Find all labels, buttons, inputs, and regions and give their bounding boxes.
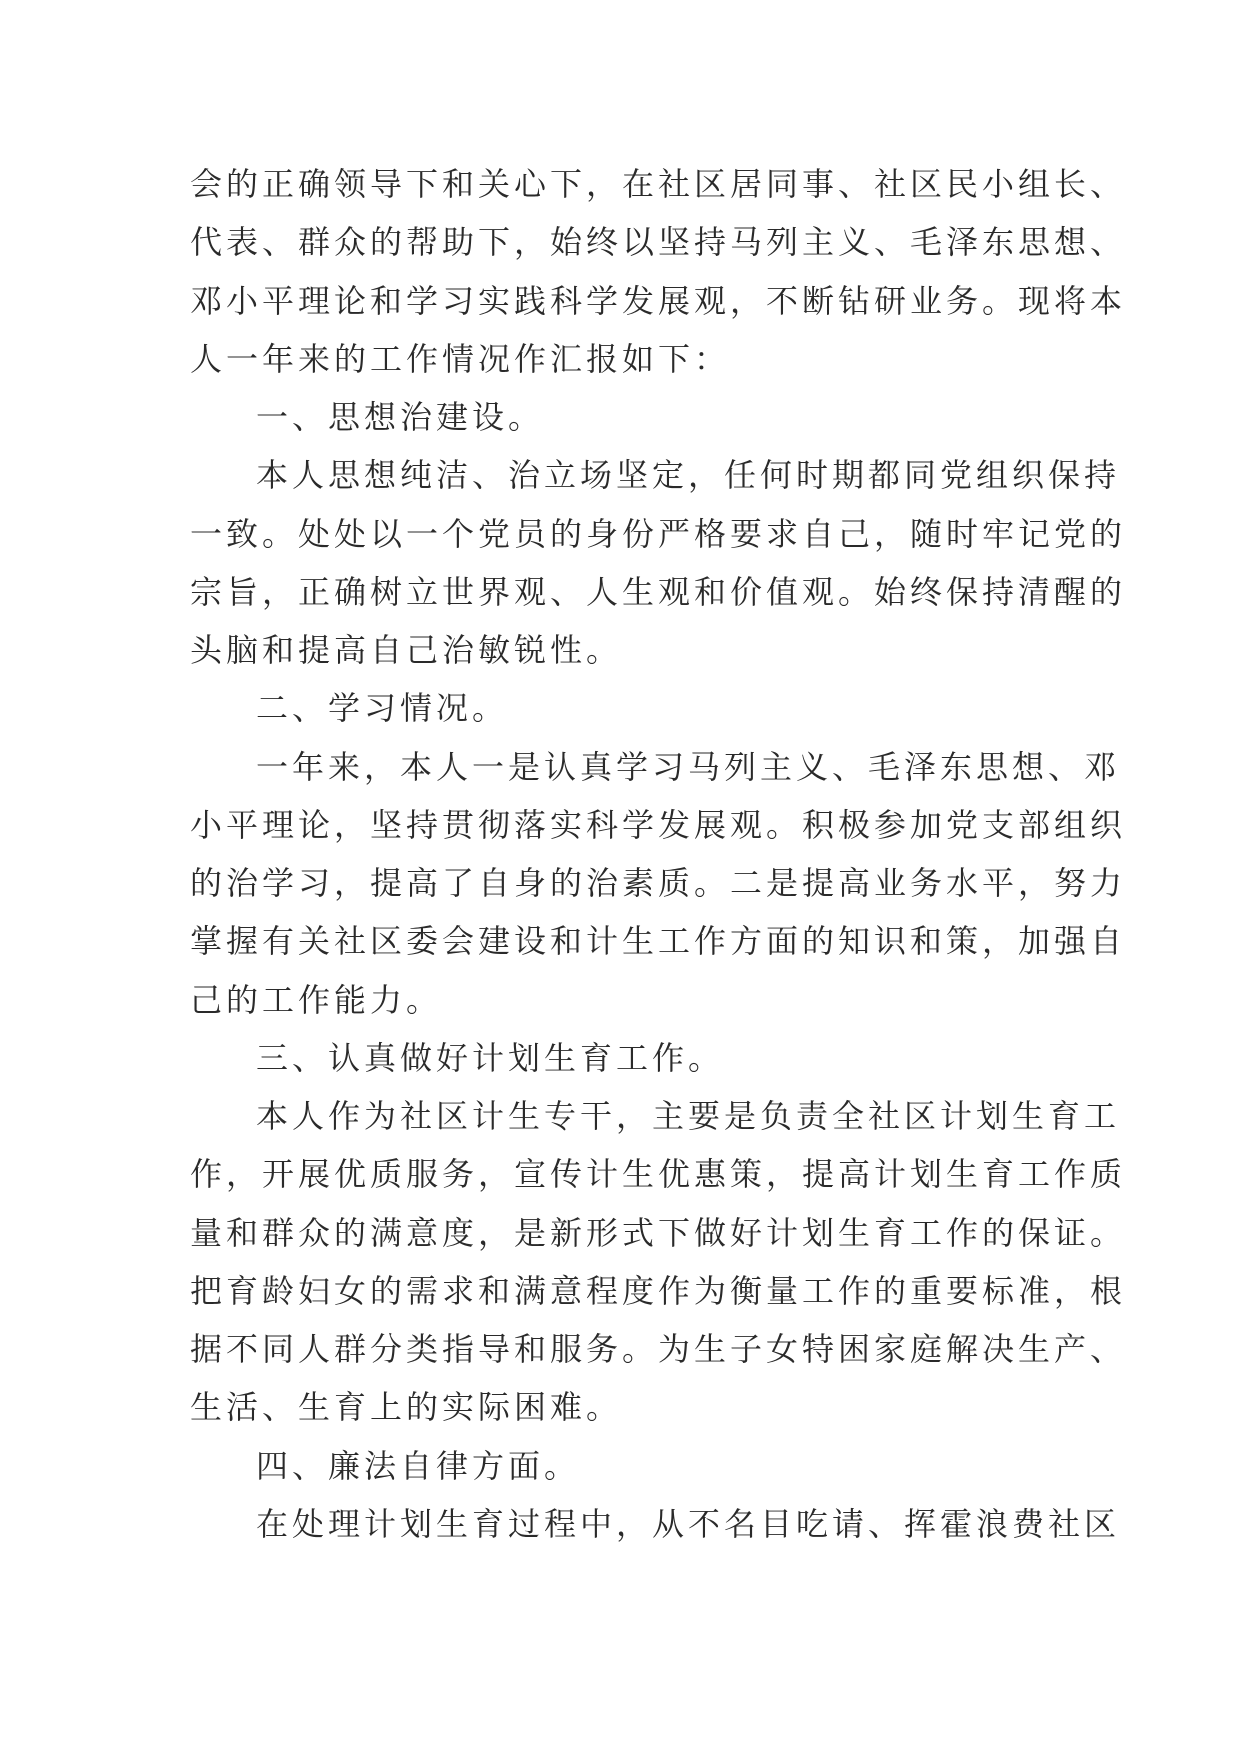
text-line: 小平理论，坚持贯彻落实科学发展观。积极参加党支部组织 bbox=[190, 805, 1127, 844]
document-body bbox=[190, 155, 1127, 1553]
text-line: 人一年来的工作情况作汇报如下： bbox=[190, 339, 731, 378]
text-line: 会的正确领导下和关心下，在社区居同事、社区民小组长、 bbox=[190, 165, 1127, 203]
text-line: 代表、群众的帮助下，始终以坚持马列主义、毛泽东思想、 bbox=[190, 223, 1127, 262]
paragraph-start-line: 三、认真做好计划生育工作。 bbox=[256, 1038, 725, 1077]
text-line: 量和群众的满意度，是新形式下做好计划生育工作的保证。 bbox=[190, 1213, 1127, 1252]
paragraph-start-line: 在处理计划生育过程中，从不名目吃请、挥霍浪费社区 bbox=[256, 1504, 1121, 1543]
text-line: 生活、生育上的实际困难。 bbox=[190, 1388, 623, 1427]
paragraph-start-line: 四、廉法自律方面。 bbox=[256, 1446, 581, 1485]
text-line: 己的工作能力。 bbox=[190, 980, 443, 1019]
text-line: 头脑和提高自己治敏锐性。 bbox=[190, 631, 623, 669]
text-line: 把育龄妇女的需求和满意程度作为衡量工作的重要标准，根 bbox=[190, 1271, 1127, 1310]
text-line: 掌握有关社区委会建设和计生工作方面的知识和策，加强自 bbox=[190, 922, 1127, 961]
text-line: 作，开展优质服务，宣传计生优惠策，提高计划生育工作质 bbox=[190, 1155, 1127, 1194]
paragraph-start-line: 二、学习情况。 bbox=[256, 689, 509, 728]
text-line: 一致。处处以一个党员的身份严格要求自己，随时牢记党的 bbox=[190, 514, 1127, 553]
paragraph-start-line: 本人作为社区计生专干，主要是负责全社区计划生育工 bbox=[256, 1097, 1121, 1135]
paragraph-start-line: 一、思想治建设。 bbox=[256, 398, 545, 436]
text-line: 宗旨，正确树立世界观、人生观和价值观。始终保持清醒的 bbox=[190, 572, 1127, 611]
text-line: 邓小平理论和学习实践科学发展观，不断钻研业务。现将本 bbox=[190, 281, 1127, 320]
paragraph-start-line: 一年来，本人一是认真学习马列主义、毛泽东思想、邓 bbox=[256, 747, 1121, 786]
text-line: 的治学习，提高了自身的治素质。二是提高业务水平，努力 bbox=[190, 864, 1127, 902]
text-line: 据不同人群分类指导和服务。为生子女特困家庭解决生产、 bbox=[190, 1330, 1127, 1368]
paragraph-start-line: 本人思想纯洁、治立场坚定，任何时期都同党组织保持 bbox=[256, 456, 1121, 495]
